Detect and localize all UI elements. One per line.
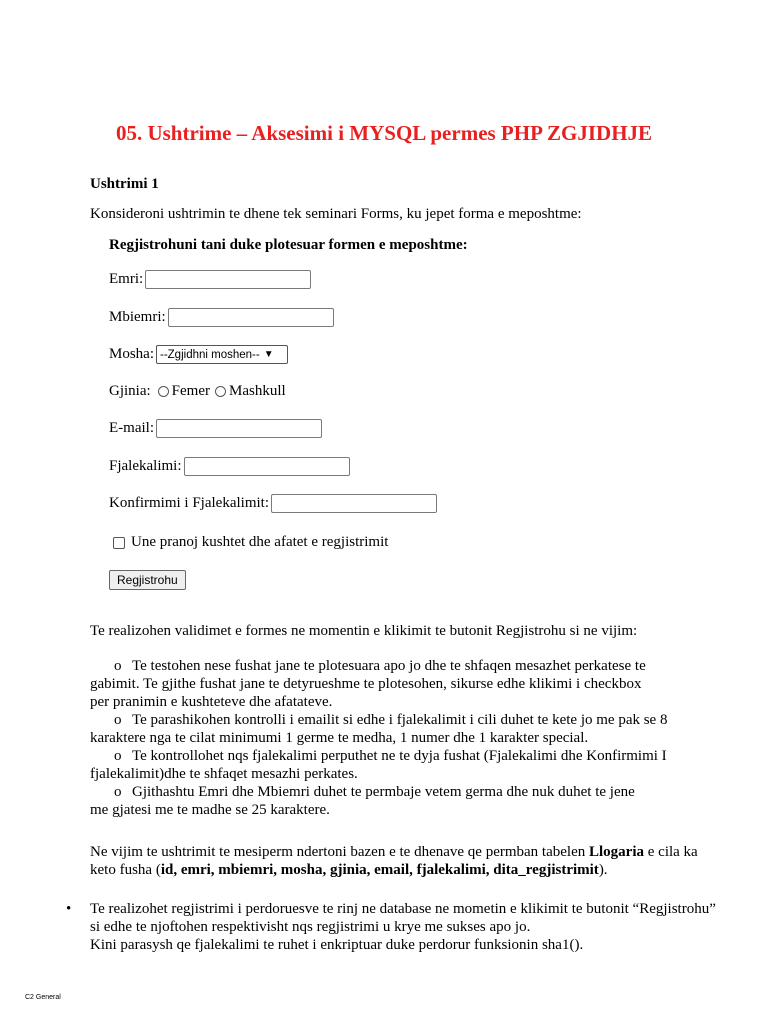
- list-item-continuation: gabimit. Te gjithe fushat jane te detyrueshme te plotesohen, sikurse edhe klikimi i checkbox: [90, 676, 642, 692]
- radio-femer-label: Femer: [171, 383, 210, 399]
- radio-femer[interactable]: [158, 386, 169, 397]
- list-item: [90, 657, 690, 675]
- mbiemri-input[interactable]: [168, 308, 334, 327]
- gjinia-label: Gjinia:: [109, 383, 151, 399]
- form-heading: Regjistrohuni tani duke plotesuar formen e meposhtme:: [109, 237, 468, 253]
- list-item: [90, 711, 690, 729]
- bullet-marker: o: [114, 658, 122, 674]
- db-text-line2-start: keto fusha (: [90, 862, 161, 878]
- database-paragraph: [90, 843, 730, 879]
- mbiemri-label: Mbiemri:: [109, 309, 166, 325]
- registration-line-1: [66, 900, 746, 918]
- bullet-marker: o: [114, 748, 122, 764]
- db-fields: id, emri, mbiemri, mosha, gjinia, email, fjalekalimi, dita_regjistrimit: [160, 862, 599, 878]
- mbiemri-row: [109, 308, 334, 327]
- register-button[interactable]: Regjistrohu: [109, 570, 186, 590]
- list-item-text: Gjithashtu Emri dhe Mbiemri duhet te permbaje vetem germa dhe nuk duhet te jene: [132, 784, 635, 800]
- validation-list: [90, 657, 690, 819]
- mosha-selected-value: --Zgjidhni moshen--: [160, 348, 260, 361]
- bullet-marker: •: [66, 901, 72, 917]
- intro-text: Konsideroni ushtrimin te dhene tek seminari Forms, ku jepet forma e meposhtme:: [90, 206, 582, 222]
- radio-mashkull[interactable]: [215, 386, 226, 397]
- emri-label: Emri:: [109, 271, 144, 287]
- list-item-continuation: me gjatesi me te madhe se 25 karaktere.: [90, 802, 330, 818]
- section-heading: Ushtrimi 1: [90, 176, 159, 192]
- radio-mashkull-label: Mashkull: [229, 383, 286, 399]
- email-row: [109, 419, 322, 438]
- chevron-down-icon: ▼: [263, 349, 274, 360]
- confirm-row: [109, 494, 437, 513]
- db-table-name: Llogaria: [589, 844, 644, 860]
- page-title: 05. Ushtrime – Aksesimi i MYSQL permes PHP ZGJIDHJE: [115, 121, 653, 145]
- email-input[interactable]: [156, 419, 322, 438]
- emri-row: [109, 270, 311, 289]
- registration-line-2: si edhe te njoftohen respektivisht nqs regjistrimi u krye me sukses apo jo.: [90, 919, 531, 935]
- validation-intro: Te realizohen validimet e formes ne momentin e klikimit te butonit Regjistrohu si ne vijim:: [90, 623, 638, 639]
- bullet-marker: o: [114, 784, 122, 800]
- password-input[interactable]: [184, 457, 350, 476]
- email-label: E-mail:: [109, 420, 154, 436]
- list-item-continuation: per pranimin e kushteteve dhe afatateve.: [90, 694, 333, 710]
- db-text-start: Ne vijim te ushtrimit te mesiperm ndertoni bazen e te dhenave qe permban tabelen: [90, 844, 586, 860]
- terms-label: Une pranoj kushtet dhe afatet e regjistrimit: [131, 534, 389, 550]
- list-item-text: Te parashikohen kontrolli i emailit si edhe i fjalekalimit i cili duhet te kete jo me pak se 8: [132, 712, 668, 728]
- list-item: [90, 783, 690, 801]
- mosha-row: [109, 345, 288, 364]
- list-item-text: Te testohen nese fushat jane te plotesuara apo jo dhe te shfaqen mesazhet perkatese te: [132, 658, 646, 674]
- registration-text: Te realizohet regjistrimi i perdoruesve te rinj ne database ne mometin e klikimit te butonit “Regjistrohu”: [90, 901, 716, 917]
- confirm-label: Konfirmimi i Fjalekalimit:: [109, 495, 269, 511]
- database-line-1: [90, 843, 730, 861]
- confirm-password-input[interactable]: [271, 494, 437, 513]
- terms-row: [113, 534, 388, 551]
- mosha-label: Mosha:: [109, 346, 154, 362]
- list-item: [90, 747, 690, 765]
- list-item-continuation: fjalekalimit)dhe te shfaqet mesazhi perkates.: [90, 766, 358, 782]
- mosha-select[interactable]: [156, 345, 288, 364]
- password-row: [109, 457, 350, 476]
- emri-input[interactable]: [145, 270, 311, 289]
- password-label: Fjalekalimi:: [109, 458, 182, 474]
- registration-item: [66, 900, 746, 954]
- bullet-marker: o: [114, 712, 122, 728]
- database-line-2: [90, 861, 730, 879]
- terms-checkbox[interactable]: [113, 537, 125, 549]
- db-text-end: ).: [598, 862, 608, 878]
- list-item-text: Te kontrollohet nqs fjalekalimi perputhet ne te dyja fushat (Fjalekalimi dhe Konfirmimi I: [132, 748, 667, 764]
- db-text-mid: e cila ka: [647, 844, 698, 860]
- gjinia-row: [109, 383, 286, 400]
- registration-line-3: Kini parasysh qe fjalekalimi te ruhet i enkriptuar duke perdorur funksionin sha1().: [90, 937, 584, 953]
- footer-label: C2 General: [25, 994, 61, 1001]
- list-item-continuation: karaktere nga te cilat minimumi 1 germe te medha, 1 numer dhe 1 karakter special.: [90, 730, 589, 746]
